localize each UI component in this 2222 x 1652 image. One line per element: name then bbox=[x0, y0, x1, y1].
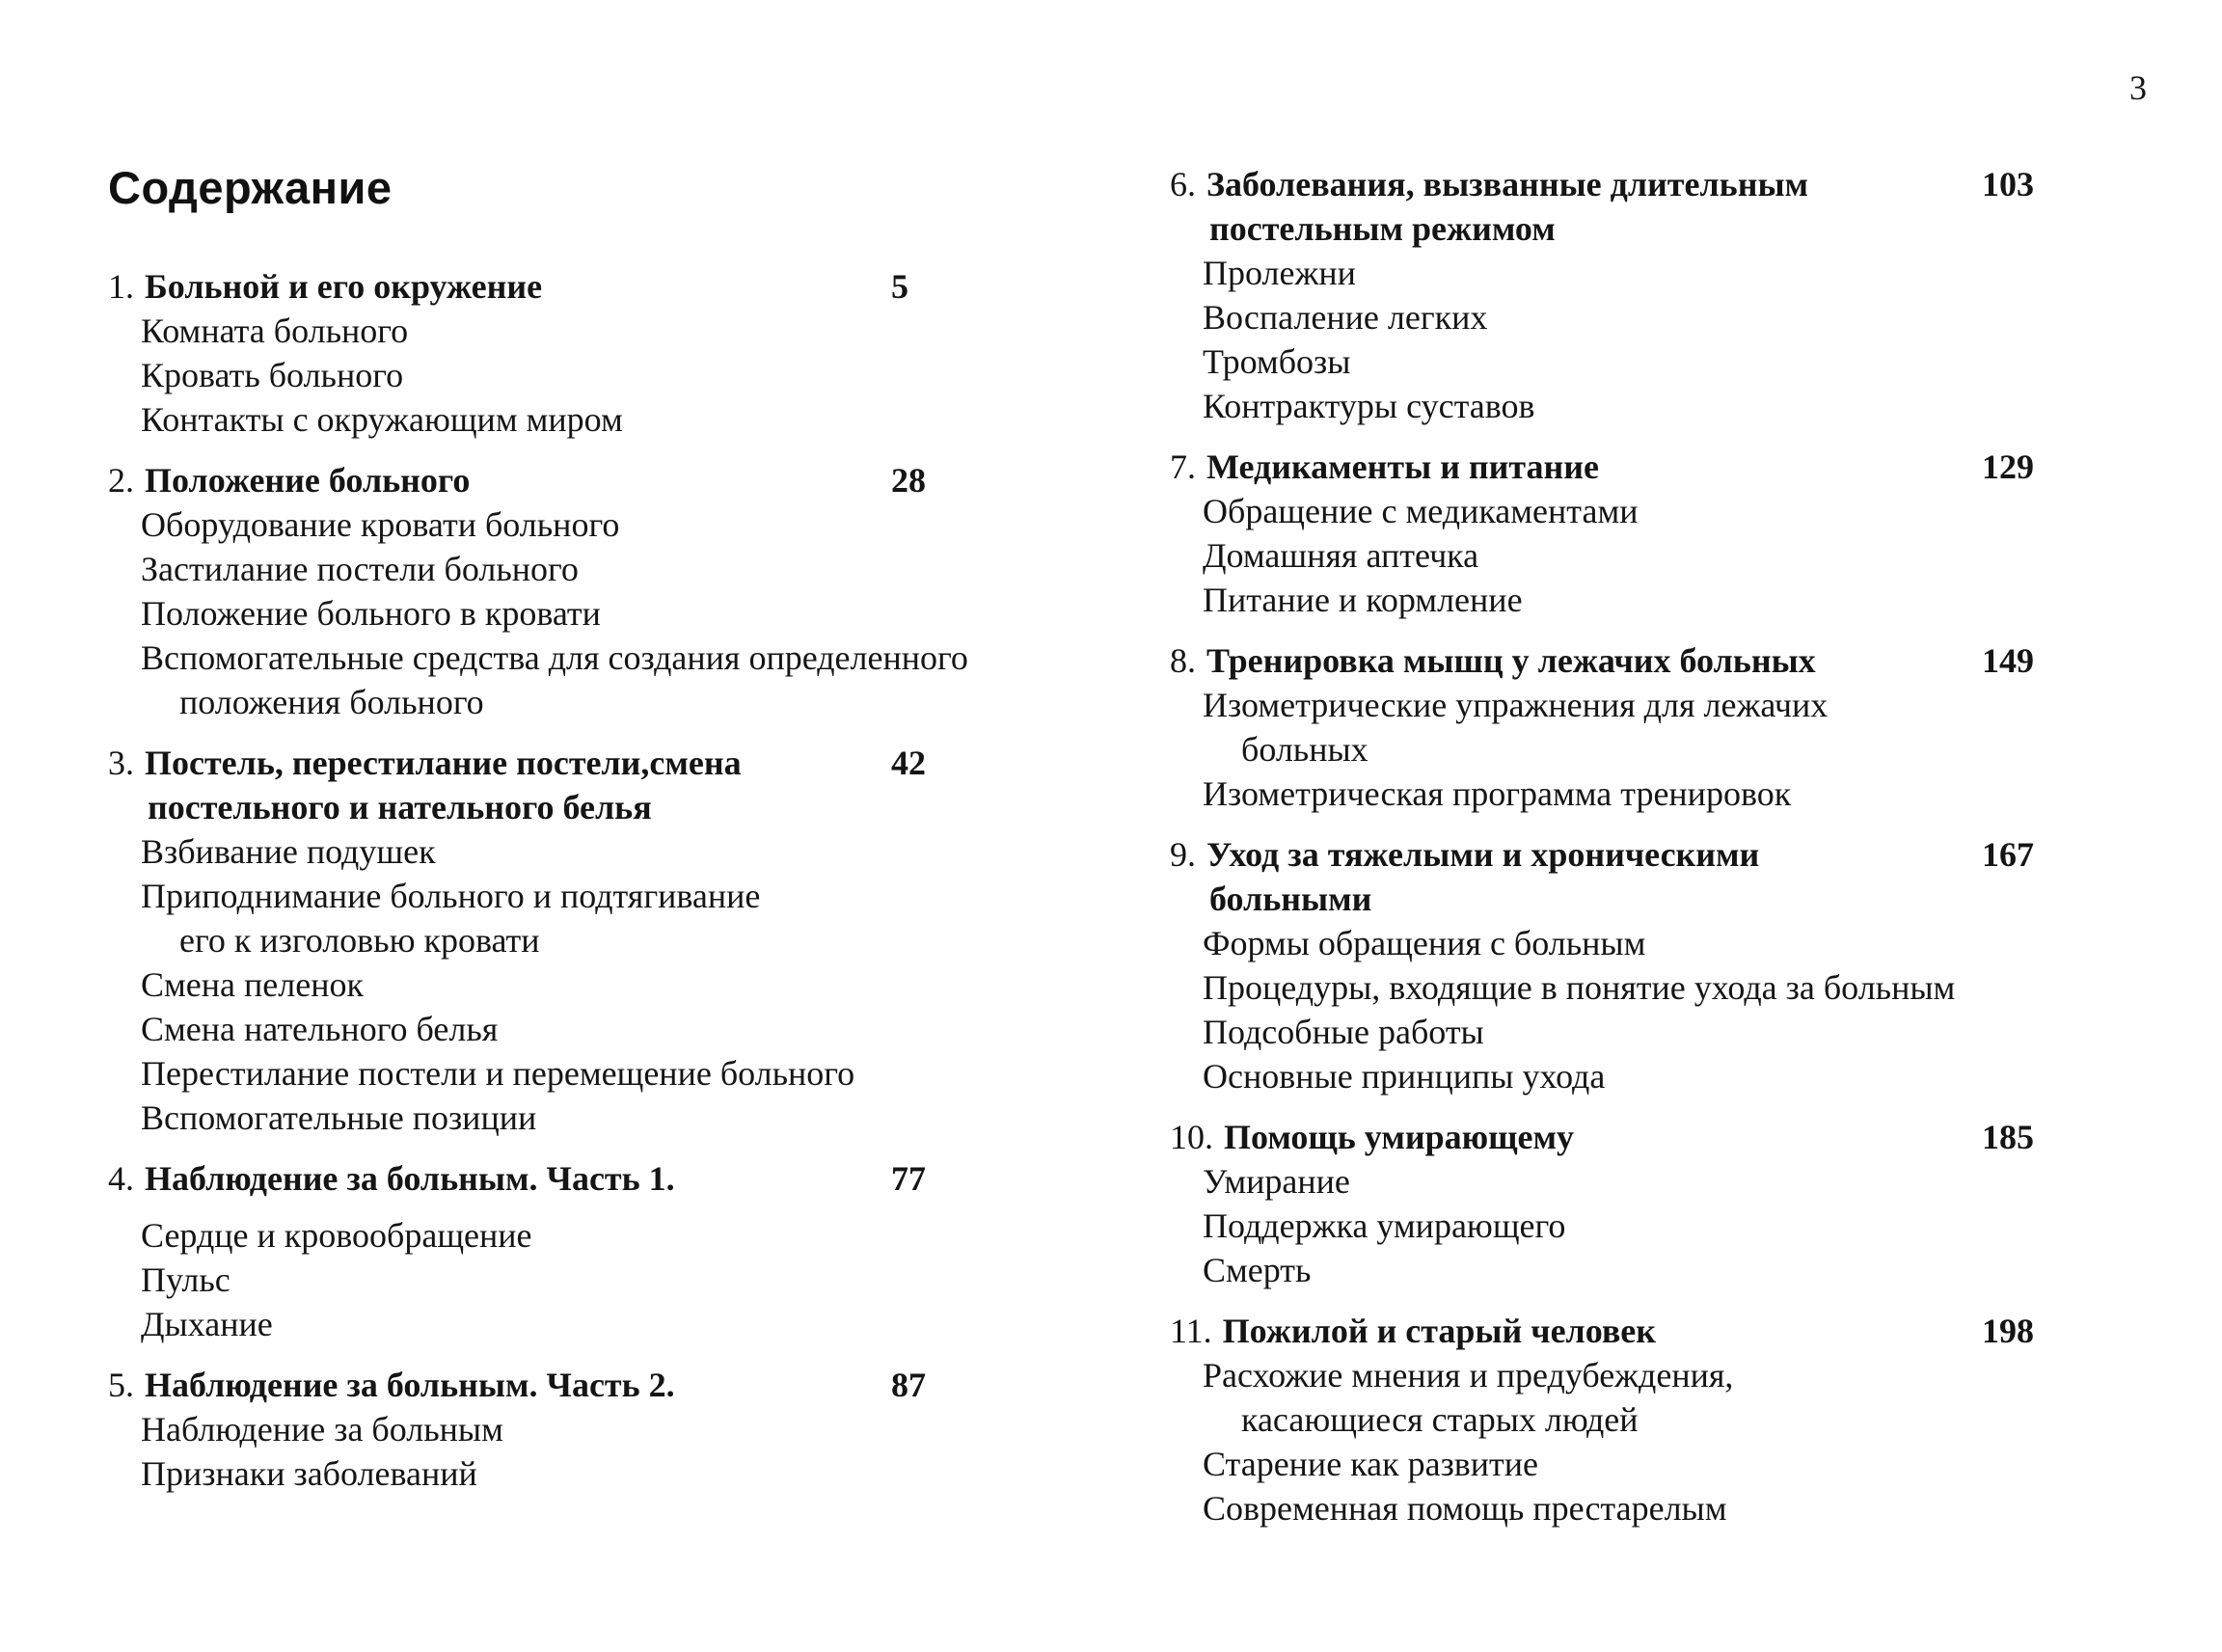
toc-chapter-entry bbox=[1170, 1115, 2154, 1292]
toc-subitem: Комната больного bbox=[141, 311, 409, 350]
toc-column-left bbox=[108, 162, 1154, 1496]
chapter-title: Положение больного bbox=[145, 461, 471, 500]
chapter-page-number: 5 bbox=[891, 267, 908, 306]
toc-chapter-entry bbox=[108, 1363, 1154, 1496]
toc-subitem: Обращение с медикаментами bbox=[1203, 492, 1639, 530]
chapter-heading bbox=[108, 1363, 1154, 1407]
toc-subitem: Пролежни bbox=[1203, 254, 1356, 292]
chapter-title: Помощь умирающему bbox=[1224, 1118, 1575, 1156]
toc-subitem: Контакты с окружающим миром bbox=[141, 400, 623, 439]
chapter-heading bbox=[108, 264, 1154, 309]
chapter-number: 1. bbox=[108, 267, 134, 306]
toc-subitem: Пульс bbox=[141, 1260, 230, 1299]
chapter-title-continued: постельным режимом bbox=[1209, 209, 1556, 248]
toc-chapter-entry bbox=[1170, 832, 2154, 1098]
toc-subitem: его к изголовью кровати bbox=[179, 921, 540, 960]
toc-subitem: Подсобные работы bbox=[1203, 1013, 1484, 1051]
toc-subitem: касающиеся старых людей bbox=[1241, 1400, 1639, 1439]
toc-subitem: Вспомогательные позиции bbox=[141, 1098, 537, 1137]
toc-title: Содержание bbox=[108, 162, 393, 213]
chapter-heading bbox=[1170, 1309, 2154, 1353]
toc-subitem: Домашняя аптечка bbox=[1203, 536, 1479, 575]
toc-chapter-entry bbox=[1170, 1309, 2154, 1530]
chapter-number: 9. bbox=[1170, 835, 1196, 874]
chapter-title-continued: больными bbox=[1209, 880, 1372, 918]
toc-subitem: Приподнимание больного и подтягивание bbox=[141, 877, 761, 915]
toc-chapter-entry bbox=[108, 264, 1154, 442]
chapter-page-number: 149 bbox=[1982, 641, 2034, 680]
chapter-heading bbox=[108, 1156, 1154, 1201]
chapter-heading bbox=[1170, 445, 2154, 489]
chapter-title: Уход за тяжелыми и хроническими bbox=[1206, 835, 1760, 874]
chapter-page-number: 167 bbox=[1982, 835, 2034, 874]
chapter-heading bbox=[1170, 638, 2154, 683]
chapter-page-number: 198 bbox=[1982, 1312, 2034, 1350]
chapter-title: Пожилой и старый человек bbox=[1222, 1312, 1657, 1350]
toc-subitem: Тромбозы bbox=[1203, 342, 1351, 381]
chapter-number: 3. bbox=[108, 744, 134, 782]
toc-subitem: Дыхание bbox=[141, 1305, 273, 1343]
toc-subitem: Сердце и кровообращение bbox=[141, 1216, 532, 1255]
chapter-title: Наблюдение за больным. Часть 2. bbox=[145, 1366, 675, 1404]
chapter-number: 10. bbox=[1170, 1118, 1213, 1156]
toc-subitem: Вспомогательные средства для создания определенного bbox=[141, 638, 968, 677]
toc-subitem: Современная помощь престарелым bbox=[1203, 1489, 1727, 1528]
chapter-heading bbox=[108, 458, 1154, 502]
toc-subitem: Формы обращения с больным bbox=[1203, 924, 1646, 962]
toc-subitem: Расхожие мнения и предубеждения, bbox=[1203, 1356, 1734, 1395]
toc-subitem: положения больного bbox=[179, 683, 484, 721]
toc-subitem: больных bbox=[1241, 730, 1368, 769]
chapter-heading bbox=[108, 741, 1154, 785]
toc-subitem: Контрактуры суставов bbox=[1203, 387, 1535, 425]
chapter-page-number: 42 bbox=[891, 744, 926, 782]
chapter-number: 7. bbox=[1170, 447, 1196, 486]
toc-subitem: Умирание bbox=[1203, 1162, 1350, 1201]
chapter-number: 5. bbox=[108, 1366, 134, 1404]
toc-subitem: Положение больного в кровати bbox=[141, 594, 601, 633]
chapter-title: Постель, перестилание постели,смена bbox=[145, 744, 742, 782]
toc-subitem: Смена нательного белья bbox=[141, 1010, 499, 1048]
chapter-heading bbox=[1170, 832, 2154, 877]
chapter-title: Тренировка мышц у лежачих больных bbox=[1206, 641, 1816, 680]
toc-subitem: Наблюдение за больным bbox=[141, 1410, 503, 1449]
toc-column-right bbox=[1170, 162, 2154, 1530]
toc-chapter-entry bbox=[1170, 445, 2154, 622]
toc-subitem: Воспаление легких bbox=[1203, 298, 1488, 337]
chapter-page-number: 87 bbox=[891, 1366, 926, 1404]
toc-chapter-entry bbox=[108, 458, 1154, 724]
chapter-number: 6. bbox=[1170, 165, 1196, 203]
chapter-page-number: 185 bbox=[1982, 1118, 2034, 1156]
toc-subitem: Изометрические упражнения для лежачих bbox=[1203, 686, 1829, 724]
toc-chapter-entry bbox=[1170, 162, 2154, 428]
toc-subitem: Оборудование кровати больного bbox=[141, 505, 620, 544]
toc-chapter-entry bbox=[108, 741, 1154, 1140]
toc-subitem: Признаки заболеваний bbox=[141, 1454, 477, 1493]
chapter-page-number: 28 bbox=[891, 461, 926, 500]
chapter-number: 8. bbox=[1170, 641, 1196, 680]
toc-chapter-entry bbox=[108, 1156, 1154, 1346]
chapter-title-continued: постельного и нательного белья bbox=[148, 788, 652, 826]
chapter-heading bbox=[1170, 162, 2154, 206]
chapter-number: 11. bbox=[1170, 1312, 1212, 1350]
chapter-title: Медикаменты и питание bbox=[1206, 447, 1600, 486]
toc-subitem: Застилание постели больного bbox=[141, 550, 579, 588]
toc-subitem: Смерть bbox=[1203, 1251, 1312, 1289]
toc-chapter-entry bbox=[1170, 638, 2154, 816]
toc-subitem: Процедуры, входящие в понятие ухода за больным bbox=[1203, 968, 1956, 1007]
page-number: 3 bbox=[2129, 68, 2147, 107]
toc-subitem: Взбивание подушек bbox=[141, 832, 436, 871]
toc-subitem: Старение как развитие bbox=[1203, 1445, 1539, 1483]
toc-subitem: Перестилание постели и перемещение больного bbox=[141, 1054, 855, 1093]
chapter-number: 4. bbox=[108, 1159, 134, 1198]
chapter-title: Наблюдение за больным. Часть 1. bbox=[145, 1159, 675, 1198]
chapter-heading bbox=[1170, 1115, 2154, 1159]
chapter-title: Заболевания, вызванные длительным bbox=[1206, 165, 1809, 203]
chapter-title: Больной и его окружение bbox=[145, 267, 543, 306]
toc-subitem: Питание и кормление bbox=[1203, 581, 1523, 619]
toc-subitem: Изометрическая программа тренировок bbox=[1203, 774, 1792, 813]
toc-subitem: Кровать больного bbox=[141, 356, 404, 394]
chapter-page-number: 129 bbox=[1982, 447, 2034, 486]
toc-subitem: Смена пеленок bbox=[141, 965, 364, 1004]
chapter-number: 2. bbox=[108, 461, 134, 500]
chapter-page-number: 103 bbox=[1982, 165, 2034, 203]
chapter-page-number: 77 bbox=[891, 1159, 926, 1198]
toc-subitem: Основные принципы ухода bbox=[1203, 1057, 1606, 1096]
toc-subitem: Поддержка умирающего bbox=[1203, 1206, 1566, 1245]
